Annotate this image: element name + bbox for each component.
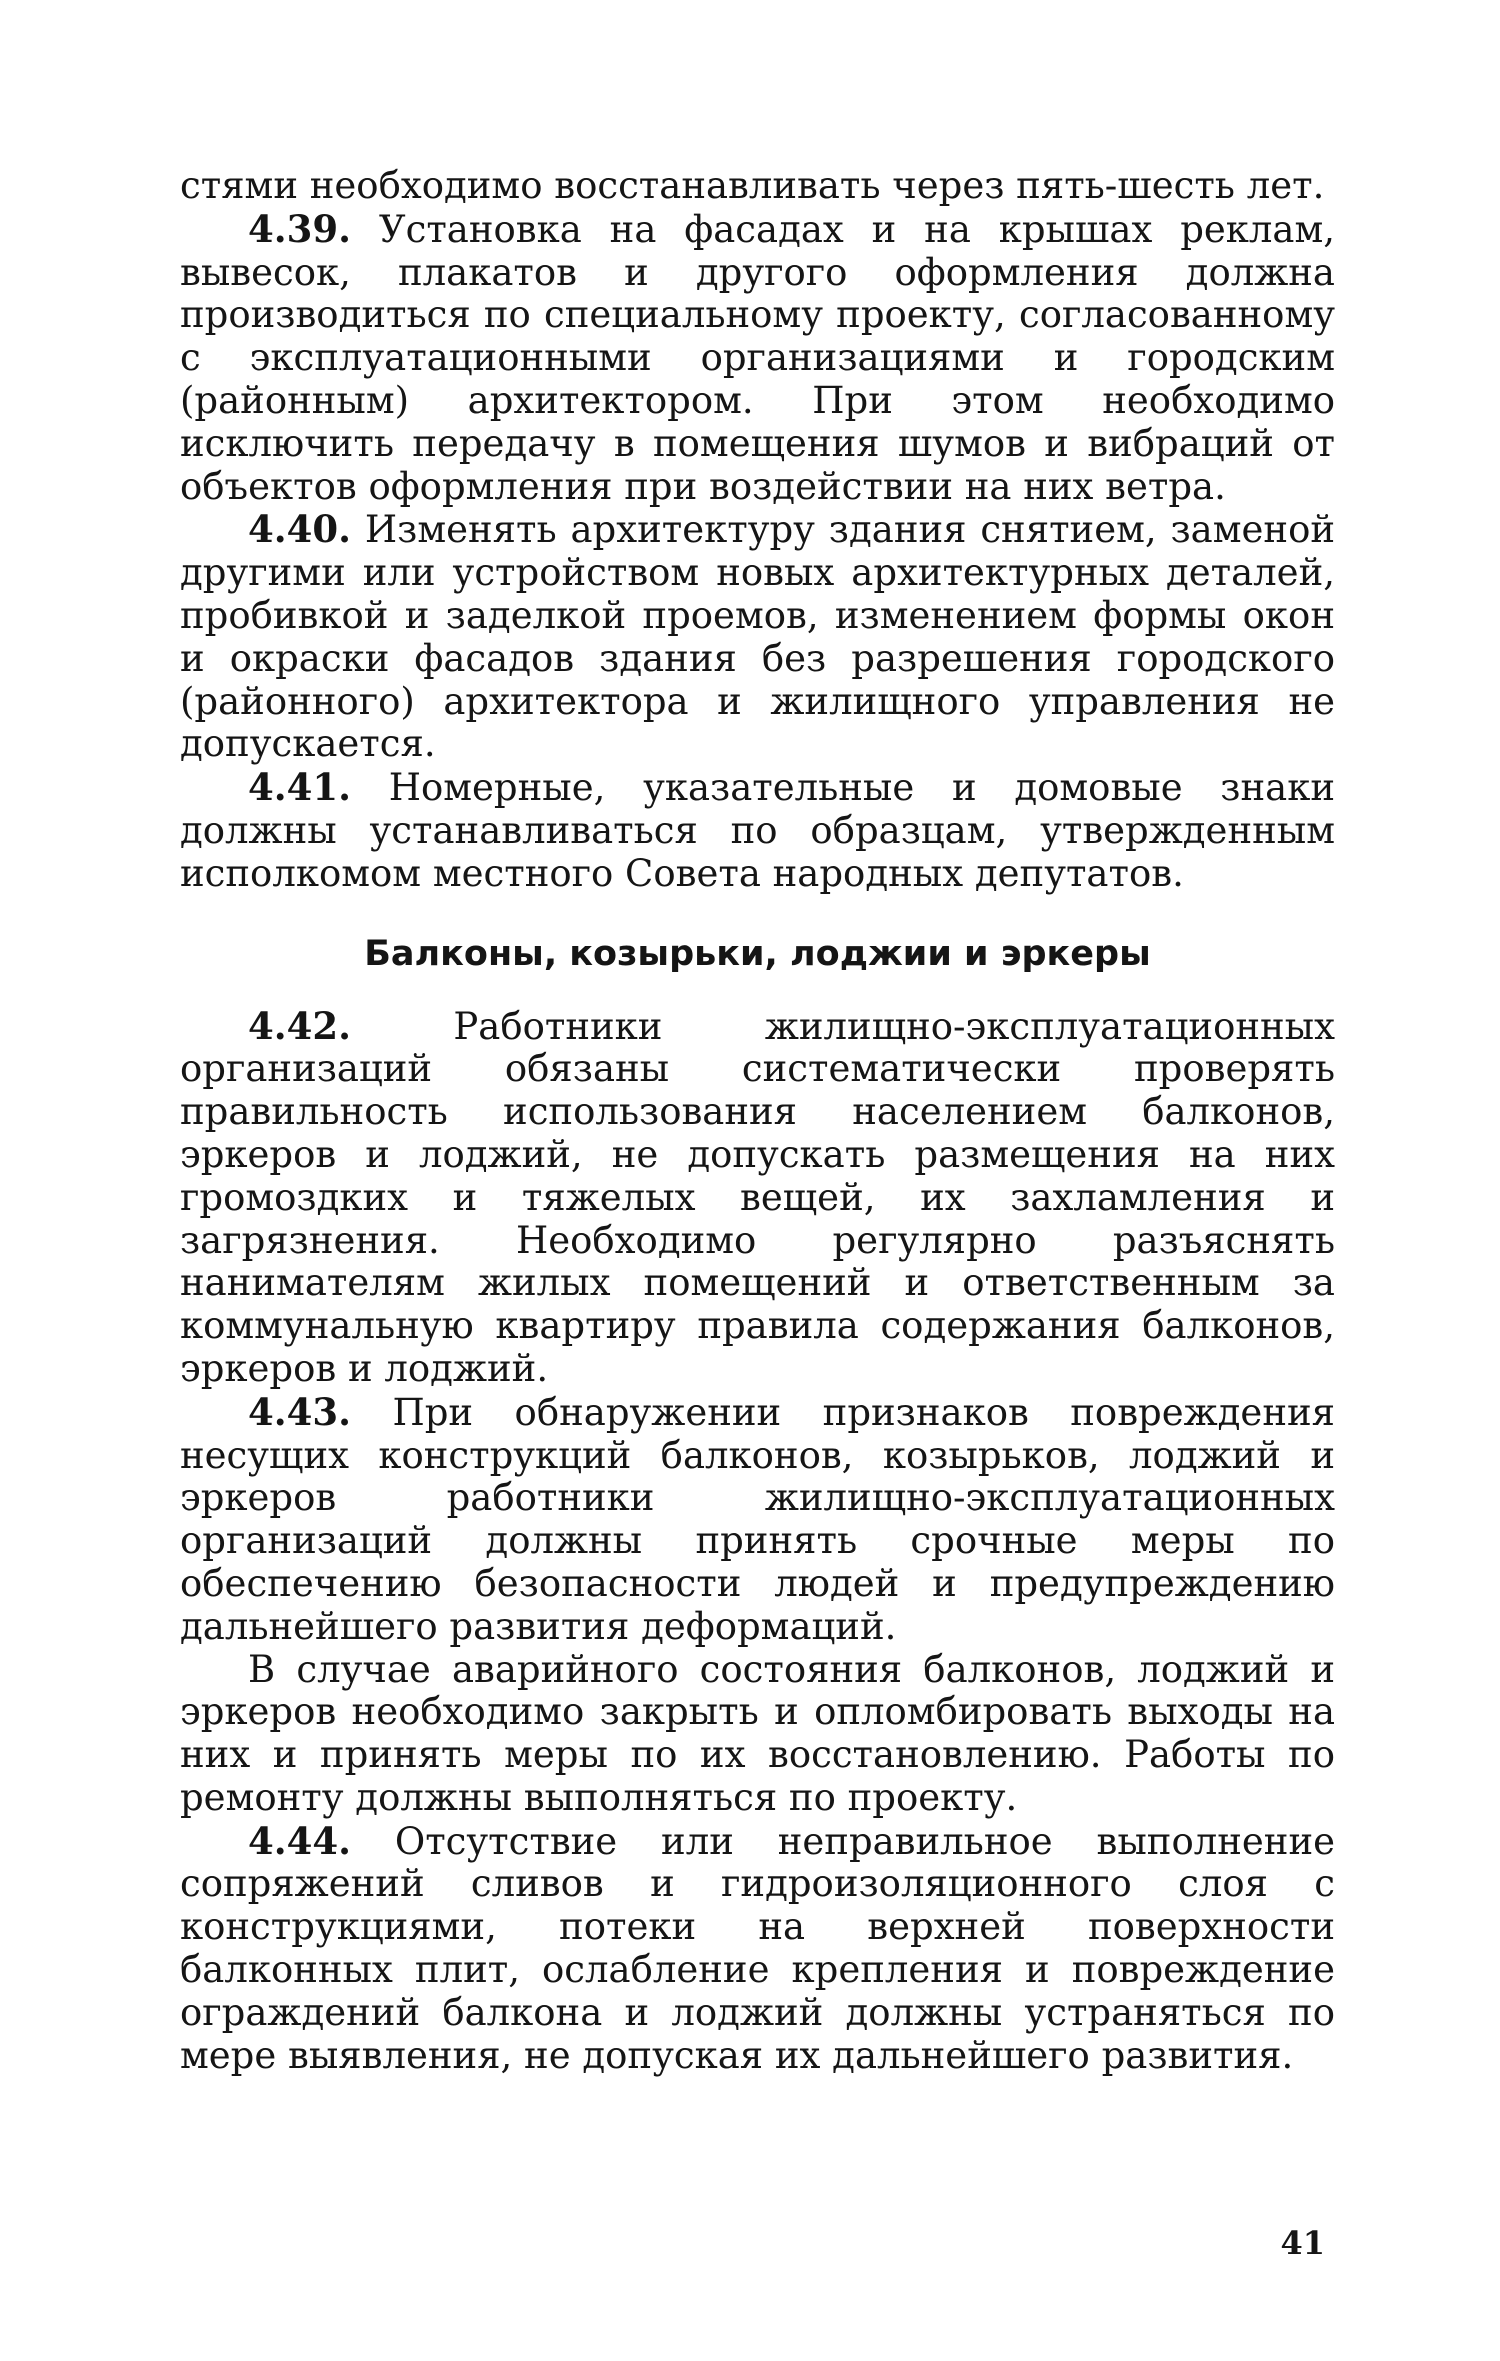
paragraph-number: 4.39. — [248, 206, 351, 251]
paragraph-4-41 — [180, 766, 1335, 895]
paragraph-text: При обнаружении признаков повреждения несущих конструкций балконов, козырьков, лоджий и эркеров работники жилищно-эксплуатационных организаций должны принять срочные меры по обеспечению безопасности людей и предупреждению дальнейшего развития деформаций. — [180, 1390, 1335, 1648]
paragraph-4-43-continuation: В случае аварийного состояния балконов, лоджий и эркеров необходимо закрыть и опломбировать выходы на них и принять меры по их восстановлению. Работы по ремонту должны выполняться по проекту. — [180, 1647, 1335, 1819]
paragraph-number: 4.42. — [248, 1003, 351, 1048]
paragraph-number: 4.43. — [248, 1389, 351, 1434]
paragraph-4-39 — [180, 208, 1335, 509]
page-number: 41 — [1280, 2224, 1325, 2262]
paragraph-number: 4.41. — [248, 765, 351, 810]
paragraph-4-42 — [180, 1005, 1335, 1391]
paragraph-number: 4.44. — [248, 1818, 351, 1863]
continuation-paragraph: стями необходимо восстанавливать через пять-шесть лет. — [180, 164, 1325, 207]
paragraph-text: Номерные, указательные и домовые знаки должны устанавливаться по образцам, утвержденным исполкомом местного Совета народных депутатов. — [180, 766, 1335, 895]
paragraph-number: 4.40. — [248, 507, 351, 552]
paragraph-4-44 — [180, 1820, 1335, 2078]
paragraph-4-40 — [180, 508, 1335, 766]
document-page — [180, 165, 1335, 2285]
paragraph-text: Изменять архитектуру здания снятием, заменой другими или устройством новых архитектурных деталей, пробивкой и заделкой проемов, изменением формы окон и окраски фасадов здания без разрешения городского (районного) архитектора и жилищного управления не допускается. — [180, 508, 1336, 766]
paragraph-text: Отсутствие или неправильное выполнение сопряжений сливов и гидроизоляционного слоя с конструкциями, потеки на верхней поверхности балконных плит, ослабление крепления и повреждение ограждений балкона и лоджий должны устраняться по мере выявления, не допуская их дальнейшего развития. — [180, 1819, 1335, 2077]
section-heading: Балконы, козырьки, лоджии и эркеры — [364, 933, 1151, 974]
paragraph-text: Работники жилищно-эксплуатационных организаций обязаны систематически проверять правильность использования населением балконов, эркеров и лоджий, не допускать размещения на них громоздких и тяжелых вещей, их захламления и загрязнения. Необходимо регулярно разъяснять нанимателям жилых помещений и ответственным за коммунальную квартиру правила содержания балконов, эркеров и лоджий. — [180, 1004, 1335, 1390]
paragraph-4-43 — [180, 1391, 1335, 1649]
paragraph-text: Установка на фасадах и на крышах реклам, вывесок, плакатов и другого оформления должна производиться по специальному проекту, согласованному с эксплуатационными организациями и городским (районным) архитектором. При этом необходимо исключить передачу в помещения шумов и вибраций от объектов оформления при воздействии на них ветра. — [180, 207, 1336, 508]
